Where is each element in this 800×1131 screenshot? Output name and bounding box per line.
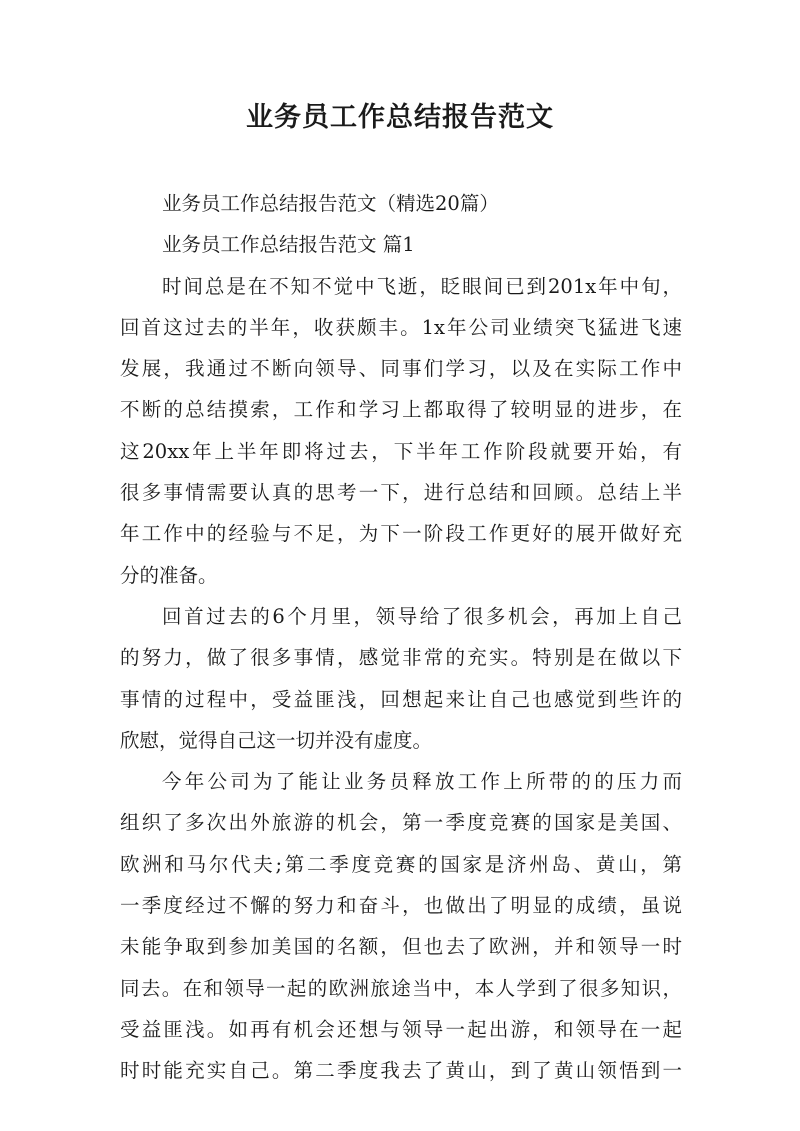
body-text-line: 业务员工作总结报告范文 篇1 — [162, 233, 415, 257]
body-text-line: 受益匪浅。如再有机会还想与领导一起出游，和领导在一起 — [120, 1017, 682, 1041]
body-text-line: 时间总是在不知不觉中飞逝，眨眼间已到201x年中旬， — [162, 274, 682, 298]
body-text-line: 欣慰，觉得自己这一切并没有虚度。 — [120, 728, 433, 752]
body-text-line: 很多事情需要认真的思考一下，进行总结和回顾。总结上半 — [120, 481, 682, 505]
body-text-line: 事情的过程中，受益匪浅，回想起来让自己也感觉到些许的 — [120, 687, 682, 711]
body-text-line: 发展，我通过不断向领导、同事们学习，以及在实际工作中 — [120, 357, 682, 381]
body-text-line: 分的准备。 — [120, 563, 218, 587]
body-text-line: 欧洲和马尔代夫;第二季度竞赛的国家是济州岛、黄山，第 — [120, 852, 682, 876]
body-text-line: 回首这过去的半年，收获颇丰。1x年公司业绩突飞猛进飞速 — [120, 315, 682, 339]
body-text-line: 不断的总结摸索，工作和学习上都取得了较明显的进步，在 — [120, 398, 682, 422]
body-text-line: 这20xx年上半年即将过去，下半年工作阶段就要开始，有 — [120, 439, 682, 463]
body-text-line: 未能争取到参加美国的名额，但也去了欧洲，并和领导一时 — [120, 935, 682, 959]
body-text-line: 组织了多次出外旅游的机会，第一季度竞赛的国家是美国、 — [120, 811, 682, 835]
body-text-line: 回首过去的6个月里，领导给了很多机会，再加上自己 — [162, 604, 682, 628]
body-text-line: 时时能充实自己。第二季度我去了黄山，到了黄山领悟到一 — [120, 1059, 682, 1083]
body-text-line: 一季度经过不懈的努力和奋斗，也做出了明显的成绩，虽说 — [120, 894, 682, 918]
body-text-line: 年工作中的经验与不足，为下一阶段工作更好的展开做好充 — [120, 522, 682, 546]
document-title: 业务员工作总结报告范文 — [246, 102, 554, 133]
body-text-line: 同去。在和领导一起的欧洲旅途当中，本人学到了很多知识， — [120, 976, 682, 1000]
body-text-line: 业务员工作总结报告范文（精选20篇） — [162, 192, 499, 215]
body-text-line: 的努力，做了很多事情，感觉非常的充实。特别是在做以下 — [120, 646, 682, 670]
document-body — [120, 183, 682, 1092]
body-text-line: 今年公司为了能让业务员释放工作上所带的的压力而 — [162, 770, 682, 794]
